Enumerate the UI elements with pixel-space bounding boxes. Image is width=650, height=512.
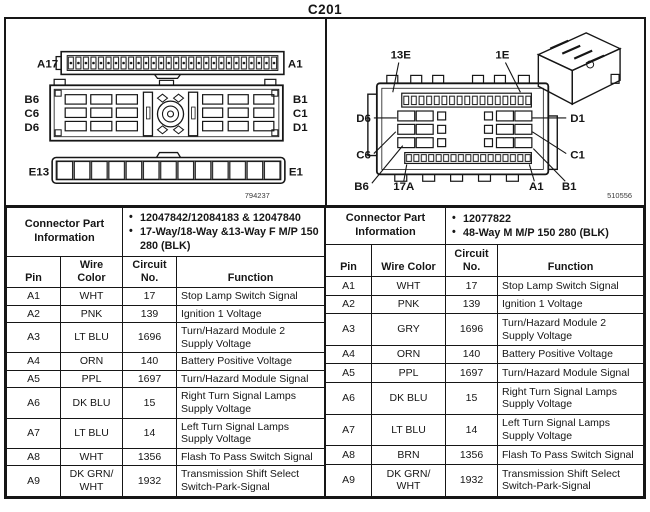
pin-row-A3 [326, 314, 644, 346]
pin-row-A6 [7, 388, 325, 418]
cell-A1-wire: WHT [61, 287, 123, 305]
cell-A2-func: Ignition 1 Voltage [177, 305, 325, 323]
cell-A5-wire: PPL [372, 364, 446, 382]
pin-label-c1: C1 [292, 108, 308, 120]
cell-A6-circuit: 15 [123, 388, 177, 418]
right-terminal-grid [485, 111, 532, 148]
cell-A9-func: Transmission Shift Select Switch-Park-Signal [498, 464, 644, 496]
cell-A7-pin: A7 [7, 418, 61, 448]
cell-A8-pin: A8 [7, 448, 61, 466]
connector-diagram-male [325, 19, 644, 205]
cell-A5-func: Turn/Hazard Module Signal [498, 364, 644, 382]
cell-A8-func: Flash To Pass Switch Signal [177, 448, 325, 466]
cell-A4-pin: A4 [326, 345, 372, 363]
cell-A6-func: Right Turn Signal Lamps Supply Voltage [498, 382, 644, 414]
pin-label-e1: E1 [288, 166, 303, 179]
cell-A5-circuit: 1697 [123, 370, 177, 388]
pin-label-c6: C6 [24, 108, 40, 120]
pin-label-17a: 17A [393, 181, 415, 194]
col-header-function: Function [498, 244, 644, 276]
cell-A4-circuit: 140 [446, 345, 498, 363]
pin-row-A4 [7, 353, 325, 371]
cell-A3-pin: A3 [326, 314, 372, 346]
cell-A3-circuit: 1696 [123, 323, 177, 353]
cell-A1-circuit: 17 [446, 277, 498, 295]
part-info-item: • 12047842/12084183 & 12047840 [129, 211, 322, 225]
connector-body [368, 75, 557, 181]
pin-row-A6 [326, 382, 644, 414]
cell-A2-wire: PNK [61, 305, 123, 323]
center-alignment-feature [143, 92, 197, 136]
pin-row-A8 [7, 448, 325, 466]
pin-label-b1: B1 [292, 94, 308, 107]
part-info-items [123, 208, 325, 257]
cell-A9-circuit: 1932 [446, 464, 498, 496]
pin-row-A5 [326, 364, 644, 382]
cell-A2-circuit: 139 [123, 305, 177, 323]
connector-diagram-female [6, 19, 325, 205]
pinout-table-male [325, 207, 644, 497]
cell-A8-wire: BRN [372, 446, 446, 464]
cell-A3-func: Turn/Hazard Module 2 Supply Voltage [498, 314, 644, 346]
cell-A8-circuit: 1356 [123, 448, 177, 466]
pin-row-A5 [7, 370, 325, 388]
cell-A2-circuit: 139 [446, 295, 498, 313]
cell-A3-pin: A3 [7, 323, 61, 353]
cell-A6-pin: A6 [326, 382, 372, 414]
cell-A2-pin: A2 [326, 295, 372, 313]
cell-A1-func: Stop Lamp Switch Signal [177, 287, 325, 305]
cell-A5-wire: PPL [61, 370, 123, 388]
pin-row-A8 [326, 446, 644, 464]
pin-label-a1: A1 [287, 58, 303, 71]
col-header-circuit-no: Circuit No. [446, 244, 498, 276]
col-header-pin: Pin [7, 257, 61, 288]
cell-A4-wire: ORN [372, 345, 446, 363]
cell-A7-wire: LT BLU [372, 414, 446, 446]
pin-label-a17: A17 [37, 58, 59, 71]
part-info-row [326, 208, 644, 245]
pin-label-e13: E13 [28, 166, 50, 179]
cell-A3-func: Turn/Hazard Module 2 Supply Voltage [177, 323, 325, 353]
page-title: C201 [307, 2, 343, 17]
pin-row-A9 [7, 466, 325, 496]
cell-A1-wire: WHT [372, 277, 446, 295]
pinout-table-female [6, 207, 325, 497]
part-info-item: • 48-Way M M/P 150 280 (BLK) [452, 226, 641, 240]
pin-label-c1: C1 [570, 149, 585, 162]
cell-A8-wire: WHT [61, 448, 123, 466]
diagrams-row [6, 19, 644, 207]
header-row [326, 244, 644, 276]
part-info-items [446, 208, 644, 245]
cell-A4-func: Battery Positive Voltage [498, 345, 644, 363]
figure-number-right: 510556 [607, 191, 633, 201]
col-header-pin: Pin [326, 244, 372, 276]
pin-label-d6: D6 [356, 112, 371, 125]
cell-A4-wire: ORN [61, 353, 123, 371]
cell-A6-wire: DK BLU [61, 388, 123, 418]
pin-label-b1: B1 [561, 181, 577, 194]
cell-A1-pin: A1 [326, 277, 372, 295]
cell-A3-wire: LT BLU [61, 323, 123, 353]
connector-isometric-view [538, 33, 620, 104]
pin-label-a1: A1 [529, 181, 544, 194]
cell-A9-pin: A9 [7, 466, 61, 496]
pin-row-A2 [7, 305, 325, 323]
cell-A4-circuit: 140 [123, 353, 177, 371]
cell-A1-func: Stop Lamp Switch Signal [498, 277, 644, 295]
cell-A1-pin: A1 [7, 287, 61, 305]
col-header-function: Function [177, 257, 325, 288]
cell-A5-pin: A5 [326, 364, 372, 382]
pin-label-d6: D6 [24, 121, 40, 134]
cell-A2-wire: PNK [372, 295, 446, 313]
cell-A7-func: Left Turn Signal Lamps Supply Voltage [498, 414, 644, 446]
part-info-label: Connector Part Information [7, 208, 123, 257]
pin-label-1e: 1E [495, 49, 510, 62]
pin-row-A7 [7, 418, 325, 448]
pin-label-d1: D1 [292, 121, 308, 134]
cell-A5-pin: A5 [7, 370, 61, 388]
cell-A7-pin: A7 [326, 414, 372, 446]
bcd-connector-block [24, 79, 308, 140]
cell-A4-func: Battery Positive Voltage [177, 353, 325, 371]
cell-A9-func: Transmission Shift Select Switch-Park-Signal [177, 466, 325, 496]
pinout-tables [6, 207, 644, 497]
pin-label-c6: C6 [356, 149, 371, 162]
cell-A7-circuit: 14 [446, 414, 498, 446]
cell-A1-circuit: 17 [123, 287, 177, 305]
cell-A5-circuit: 1697 [446, 364, 498, 382]
cell-A6-pin: A6 [7, 388, 61, 418]
cell-A8-circuit: 1356 [446, 446, 498, 464]
part-info-item: • 17-Way/18-Way &13-Way F M/P 150 280 (BLK) [129, 225, 322, 253]
cell-A9-wire: DK GRN/ WHT [372, 464, 446, 496]
male-connector-drawing [327, 19, 644, 205]
col-header-wire-color: Wire Color [61, 257, 123, 288]
cell-A2-pin: A2 [7, 305, 61, 323]
part-info-item: • 12077822 [452, 212, 641, 226]
part-info-row [7, 208, 325, 257]
leader-lines [372, 63, 566, 184]
cell-A9-wire: DK GRN/ WHT [61, 466, 123, 496]
left-terminal-grid [398, 111, 446, 148]
female-connector-drawing [6, 19, 325, 205]
pin-row-A1 [7, 287, 325, 305]
cell-A7-func: Left Turn Signal Lamps Supply Voltage [177, 418, 325, 448]
col-header-wire-color: Wire Color [372, 244, 446, 276]
pin-row-A1 [326, 277, 644, 295]
cell-A4-pin: A4 [7, 353, 61, 371]
cell-A9-circuit: 1932 [123, 466, 177, 496]
part-info-label: Connector Part Information [326, 208, 446, 245]
e-row-connector-strip [29, 153, 304, 184]
connector-figure-frame [4, 17, 646, 499]
pin-row-A7 [326, 414, 644, 446]
pin-row-A2 [326, 295, 644, 313]
cell-A8-pin: A8 [326, 446, 372, 464]
pin-label-b6: B6 [354, 181, 369, 194]
pin-row-A3 [7, 323, 325, 353]
a-row-connector-strip [37, 52, 303, 79]
left-terminal-grid [65, 95, 137, 131]
cell-A3-wire: GRY [372, 314, 446, 346]
cell-A7-wire: LT BLU [61, 418, 123, 448]
right-terminal-grid [203, 95, 274, 131]
cell-A6-wire: DK BLU [372, 382, 446, 414]
cell-A6-func: Right Turn Signal Lamps Supply Voltage [177, 388, 325, 418]
pin-row-A4 [326, 345, 644, 363]
cell-A3-circuit: 1696 [446, 314, 498, 346]
pin-label-b6: B6 [24, 94, 40, 107]
col-header-circuit-no: Circuit No. [123, 257, 177, 288]
pin-row-A9 [326, 464, 644, 496]
cell-A8-func: Flash To Pass Switch Signal [498, 446, 644, 464]
cell-A6-circuit: 15 [446, 382, 498, 414]
cell-A7-circuit: 14 [123, 418, 177, 448]
header-row [7, 257, 325, 288]
figure-number-left: 794237 [244, 191, 270, 201]
cell-A5-func: Turn/Hazard Module Signal [177, 370, 325, 388]
pin-label-13e: 13E [390, 49, 411, 62]
connector-top-ribs [550, 41, 604, 64]
cell-A9-pin: A9 [326, 464, 372, 496]
pin-label-d1: D1 [570, 112, 585, 125]
cell-A2-func: Ignition 1 Voltage [498, 295, 644, 313]
